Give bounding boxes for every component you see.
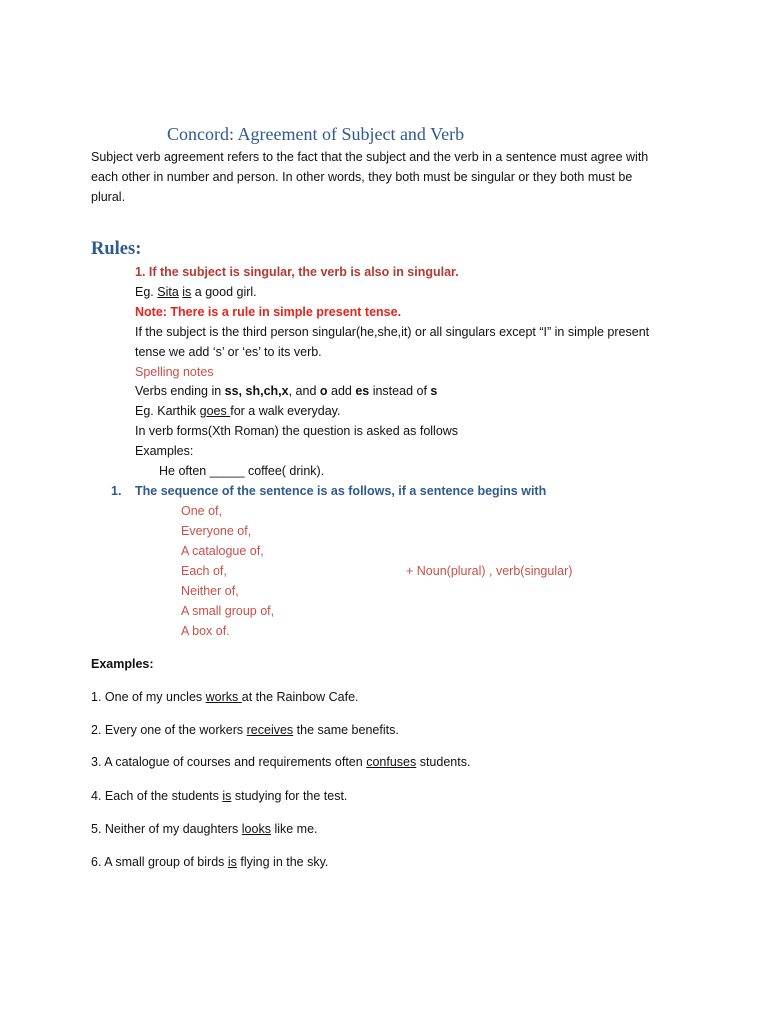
example-sentence (91, 852, 328, 872)
example-sentence (91, 786, 347, 806)
rule1-explain-line-1: If the subject is the third person singular(he,she,it) or all singulars except “I” in simple present (135, 325, 650, 339)
example-text: the same benefits. (293, 723, 399, 737)
rule2-pattern: + Noun(plural) , verb(singular) (406, 564, 573, 578)
rule2-item: Everyone of, (181, 524, 252, 538)
spelling-es: es (355, 384, 370, 398)
example-verb: looks (241, 822, 271, 836)
example-text: at the Rainbow Cafe. (241, 690, 359, 704)
example-sentence (91, 819, 318, 839)
example-text: 5. Neither of my daughters (91, 822, 242, 836)
example-text: 6. A small group of birds (91, 855, 228, 869)
rule2-number: 1. (111, 484, 122, 498)
rule2-heading: The sequence of the sentence is as follows, if a sentence begins with (135, 484, 547, 498)
example-subject: Sita (157, 285, 179, 299)
spelling-rule (135, 381, 437, 401)
spelling-notes-label: Spelling notes (135, 365, 214, 379)
intro-line-3: plural. (91, 190, 126, 204)
example-2-verb: goes (199, 404, 231, 418)
spelling-mid-2: add (327, 384, 356, 398)
example-text: 3. A catalogue of courses and requirements often (91, 755, 367, 769)
example-verb: is (182, 285, 192, 299)
rule2-item: Each of, (181, 564, 227, 578)
verb-forms-line: In verb forms(Xth Roman) the question is asked as follows (135, 424, 459, 438)
example-suffix: a good girl. (191, 285, 257, 299)
rule1-examples-label: Examples: (135, 444, 194, 458)
example-verb: works (205, 690, 242, 704)
rule2-item: A catalogue of, (181, 544, 264, 558)
example-verb: is (222, 789, 232, 803)
example-text: 2. Every one of the workers (91, 723, 247, 737)
spelling-s: s (430, 384, 438, 398)
rules-heading: Rules: (91, 239, 142, 259)
example-2-suffix: for a walk everyday. (230, 404, 341, 418)
rule1-note: Note: There is a rule in simple present tense. (135, 305, 402, 319)
spelling-endings: ss, sh,ch,x (224, 384, 289, 398)
example-text: students. (416, 755, 471, 769)
example-verb: receives (246, 723, 294, 737)
spelling-mid-1: , and (288, 384, 320, 398)
example-2-prefix: Eg. Karthik (135, 404, 200, 418)
example-sentence (91, 752, 470, 772)
page-title: Concord: Agreement of Subject and Verb (167, 124, 465, 144)
example-text: flying in the sky. (236, 855, 329, 869)
example-prefix: Eg. (135, 285, 158, 299)
example-text: studying for the test. (231, 789, 348, 803)
rule2-item: A box of. (181, 624, 230, 638)
rule2-item: One of, (181, 504, 222, 518)
spelling-prefix: Verbs ending in (135, 384, 225, 398)
rule1-example-2 (135, 401, 340, 421)
fill-suffix: coffee( drink). (244, 464, 325, 478)
spelling-o: o (319, 384, 328, 398)
fill-blank: _____ (209, 464, 245, 478)
rule1-example (135, 282, 257, 302)
example-text: 4. Each of the students (91, 789, 223, 803)
example-text: 1. One of my uncles (91, 690, 206, 704)
example-verb: is (227, 855, 237, 869)
rule2-item: A small group of, (181, 604, 275, 618)
example-text: like me. (270, 822, 318, 836)
examples-heading: Examples: (91, 657, 154, 671)
intro-line-1: Subject verb agreement refers to the fact that the subject and the verb in a sentence must agree with (91, 150, 649, 164)
example-sentence (91, 687, 359, 707)
example-verb: confuses (366, 755, 417, 769)
rule1-explain-line-2: tense we add ‘s’ or ‘es’ to its verb. (135, 345, 322, 359)
spelling-mid-3: instead of (369, 384, 431, 398)
fill-prefix: He often (159, 464, 210, 478)
rule1-heading: 1. If the subject is singular, the verb is also in singular. (135, 265, 459, 279)
intro-line-2: each other in number and person. In other words, they both must be singular or they both must be (91, 170, 633, 184)
fill-in-blank-example (159, 461, 324, 481)
example-sentence (91, 720, 399, 740)
rule2-item: Neither of, (181, 584, 239, 598)
